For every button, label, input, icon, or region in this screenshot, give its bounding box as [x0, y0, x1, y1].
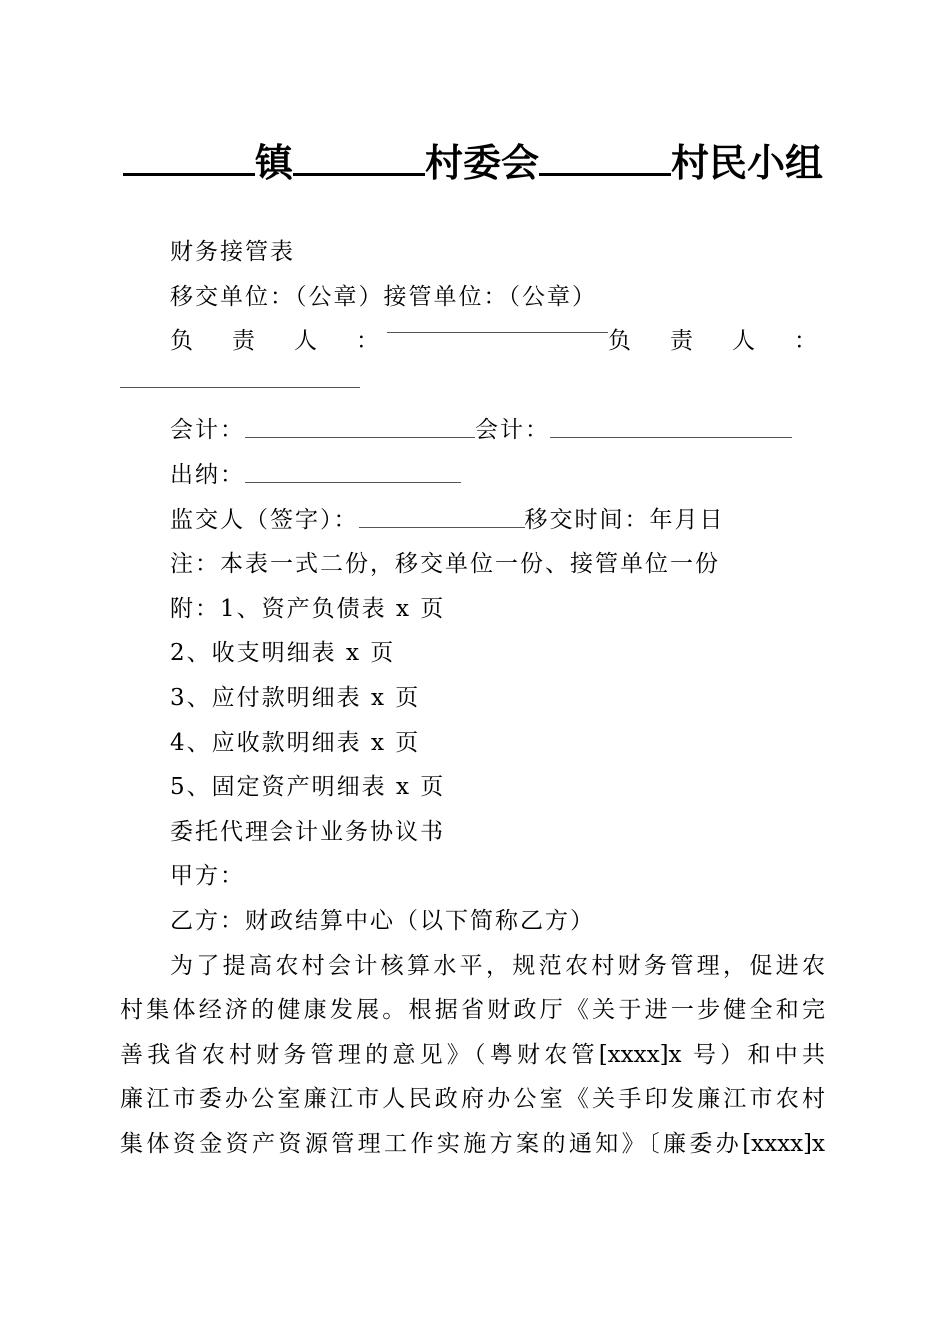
title-town: 镇 [254, 140, 293, 185]
attachment-1: 附：1、资产负债表 x 页 [170, 595, 446, 622]
title-group: 村民小组 [671, 140, 824, 185]
accountant-label-1: 会计： [170, 417, 245, 444]
attachment-3: 3、应付款明细表 x 页 [170, 684, 421, 711]
blank-town [123, 139, 255, 176]
accountant-blank-1 [245, 436, 475, 438]
accountant-blank-2 [550, 436, 792, 438]
cashier-line [120, 453, 825, 498]
cashier-blank [245, 481, 461, 483]
responsible-blank-1 [387, 331, 608, 333]
paragraph-line: 善我省农村财务管理的意见》（粤财农管[xxxx]x 号）和中共 [120, 1041, 825, 1068]
units-line: 移交单位：（公章）接管单位：（公章） [170, 283, 597, 310]
responsible-label-1: 负 责 人 ： [170, 328, 387, 355]
responsible-blank-2 [120, 386, 360, 388]
responsible-blank-2-line [120, 364, 825, 409]
party-b: 乙方：财政结算中心（以下简称乙方） [170, 907, 595, 934]
paragraph-line: 廉江市委办公室廉江市人民政府办公室《关手印发廉江市农村 [120, 1086, 825, 1113]
accountant-label-2: 会计： [475, 417, 550, 444]
attachment-5: 5、固定资产明细表 x 页 [170, 774, 446, 801]
title-committee: 村委会 [424, 140, 539, 185]
party-a: 甲方： [170, 863, 245, 890]
cashier-label: 出纳： [170, 461, 245, 488]
attachment-2: 2、收支明细表 x 页 [170, 640, 396, 667]
note-line: 注：本表一式二份，移交单位一份、接管单位一份 [170, 551, 720, 578]
supervisor-label: 监交人（签字）： [170, 506, 359, 533]
responsible-label-2: 负 责 人 ： [608, 328, 825, 355]
paragraph-line: 集体资金资产资源管理工作实施方案的通知》〔廉委办[xxxx]x [120, 1130, 825, 1157]
document-title [118, 132, 828, 187]
blank-village [293, 139, 425, 176]
responsible-line [120, 319, 825, 364]
accountant-line [120, 408, 825, 453]
blank-group [539, 139, 671, 176]
paragraph-line: 为了提高农村会计核算水平，规范农村财务管理，促进农 [170, 952, 825, 979]
supervisor-blank [359, 526, 525, 528]
transfer-time: 移交时间：年月日 [524, 506, 725, 533]
agreement-title: 委托代理会计业务协议书 [170, 818, 445, 845]
attachment-4: 4、应收款明细表 x 页 [170, 729, 421, 756]
paragraph-line: 村集体经济的健康发展。根据省财政厅《关于进一步健全和完 [120, 997, 825, 1024]
supervisor-line [120, 498, 825, 543]
form-title: 财务接管表 [170, 239, 295, 265]
document-body [120, 230, 825, 1166]
